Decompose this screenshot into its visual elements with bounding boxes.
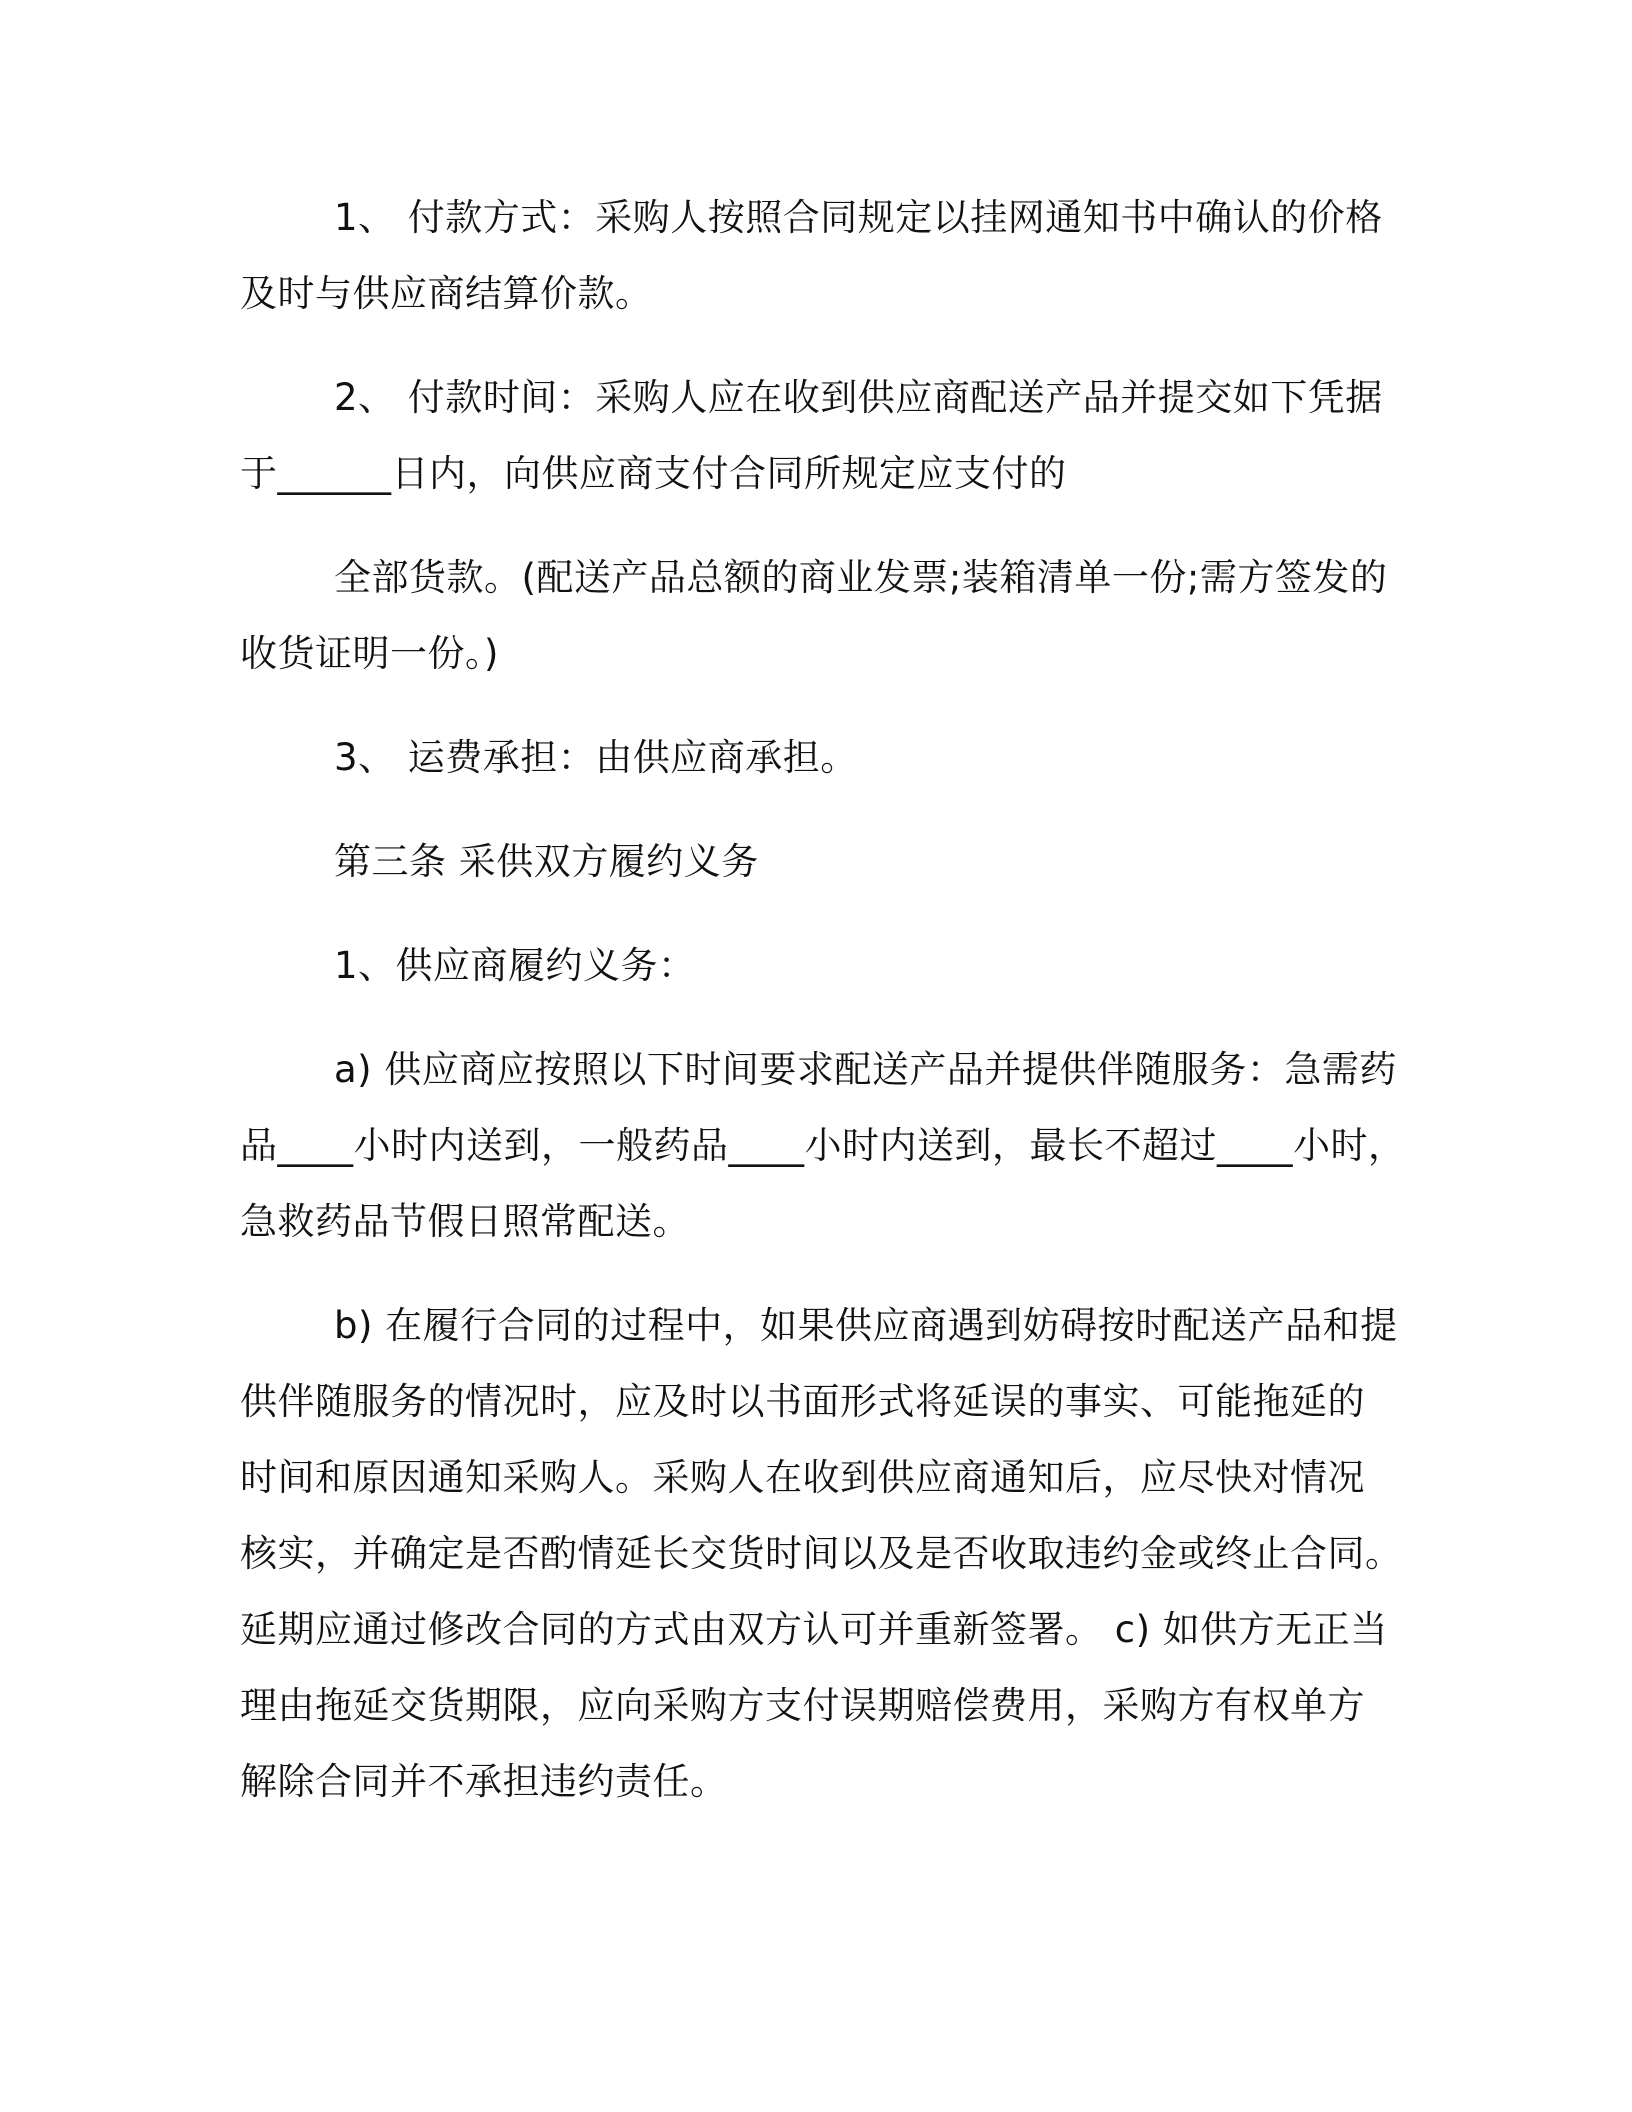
payment-method-line-2: 及时与供应商结算价款。 xyxy=(240,272,653,315)
item-a-line-2: 品____小时内送到，一般药品____小时内送到，最长不超过____小时， xyxy=(240,1124,1406,1167)
item-b-line-1: b) 在履行合同的过程中，如果供应商遇到妨碍按时配送产品和提 xyxy=(334,1304,1398,1347)
item-b-line-7: 解除合同并不承担违约责任。 xyxy=(240,1760,728,1803)
payment-method-line-1: 1、 付款方式：采购人按照合同规定以挂网通知书中确认的价格 xyxy=(334,196,1383,239)
payment-time-line-2: 于______日内，向供应商支付合同所规定应支付的 xyxy=(240,452,1067,495)
payment-time-line-4: 收货证明一份。) xyxy=(240,632,499,675)
freight-line: 3、 运费承担：由供应商承担。 xyxy=(334,736,858,779)
item-b-line-2: 供伴随服务的情况时，应及时以书面形式将延误的事实、可能拖延的 xyxy=(240,1380,1365,1423)
item-b-line-5: 延期应通过修改合同的方式由双方认可并重新签署。 c) 如供方无正当 xyxy=(240,1608,1388,1651)
article-3-heading: 第三条 采供双方履约义务 xyxy=(334,840,759,883)
item-b-line-6: 理由拖延交货期限，应向采购方支付误期赔偿费用，采购方有权单方 xyxy=(240,1684,1365,1727)
supplier-obligations-heading: 1、供应商履约义务： xyxy=(334,944,696,987)
item-a-line-1: a) 供应商应按照以下时间要求配送产品并提供伴随服务：急需药 xyxy=(334,1048,1397,1091)
payment-time-line-1: 2、 付款时间：采购人应在收到供应商配送产品并提交如下凭据 xyxy=(334,376,1383,419)
item-b-line-3: 时间和原因通知采购人。采购人在收到供应商通知后，应尽快对情况 xyxy=(240,1456,1365,1499)
item-a-line-3: 急救药品节假日照常配送。 xyxy=(240,1200,690,1243)
item-b-line-4: 核实，并确定是否酌情延长交货时间以及是否收取违约金或终止合同。 xyxy=(240,1532,1403,1575)
payment-time-line-3: 全部货款。(配送产品总额的商业发票;装箱清单一份;需方签发的 xyxy=(334,556,1388,599)
